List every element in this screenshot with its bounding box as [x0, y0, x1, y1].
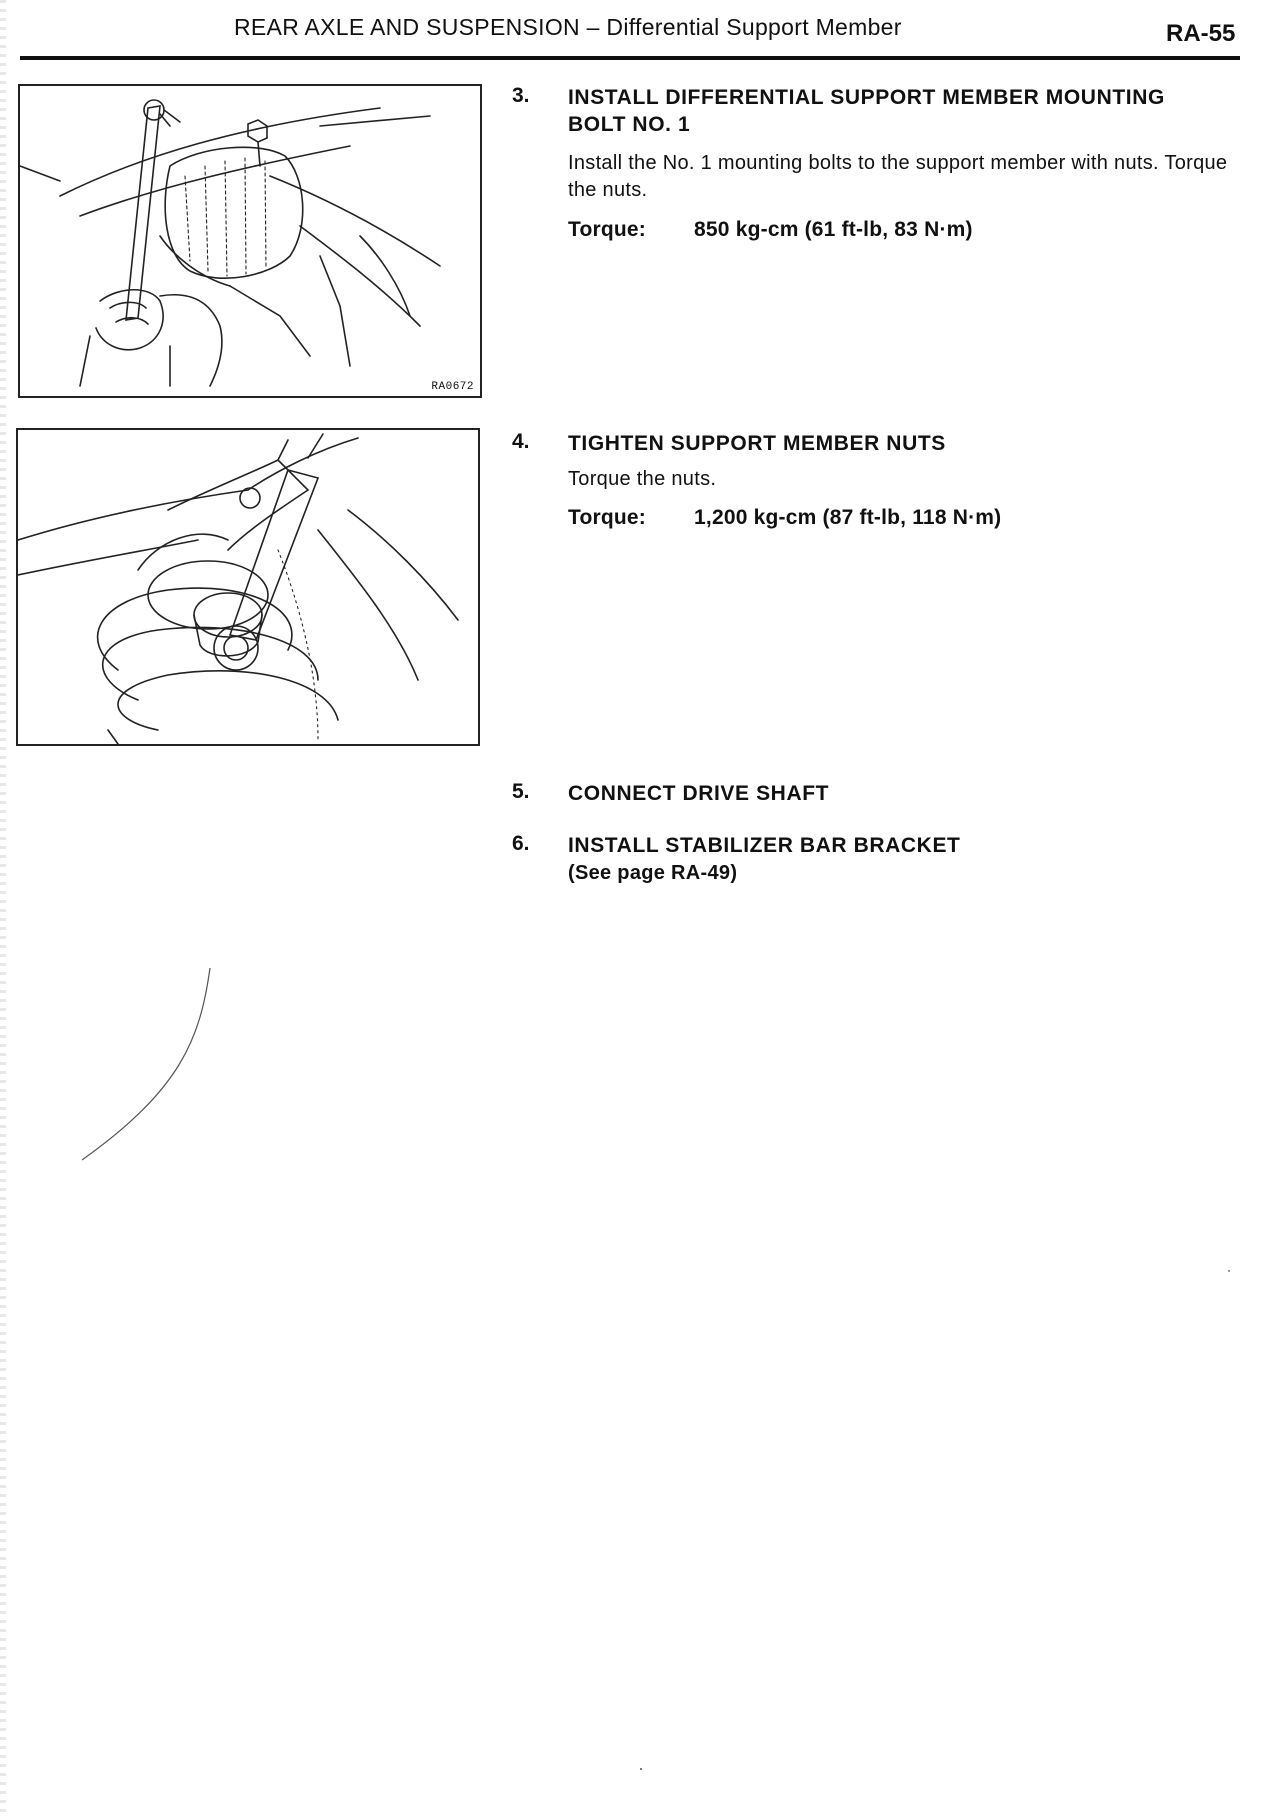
step-text: Torque the nuts. — [568, 468, 717, 490]
header-rule — [20, 56, 1240, 60]
step-title: INSTALL STABILIZER BAR BRACKET — [568, 834, 961, 857]
step-title: TIGHTEN SUPPORT MEMBER NUTS — [568, 432, 946, 455]
header-title — [234, 14, 902, 41]
page-number: RA-55 — [1166, 20, 1236, 47]
torque-value: 850 kg-cm (61 ft-lb, 83 N·m) — [694, 218, 973, 241]
step-title: INSTALL DIFFERENTIAL SUPPORT MEMBER MOUNTING BOLT NO. 1 — [568, 86, 1165, 136]
figure-tighten-nut — [16, 428, 480, 746]
torque-spec — [568, 506, 1001, 530]
section-title: REAR AXLE AND SUSPENSION — [234, 14, 580, 40]
torque-value: 1,200 kg-cm (87 ft-lb, 118 N·m) — [694, 506, 1002, 529]
step-number: 4. — [512, 430, 530, 453]
step-number: 6. — [512, 832, 530, 855]
figure-code: RA0672 — [431, 381, 474, 393]
step-number: 5. — [512, 780, 530, 803]
torque-label: Torque: — [568, 506, 646, 529]
subsection-title: Differential Support Member — [606, 14, 902, 40]
torque-label: Torque: — [568, 218, 646, 241]
torque-spec — [568, 218, 973, 242]
scan-edge — [0, 0, 6, 1816]
illustration-support-member-nut — [18, 430, 478, 744]
step-number: 3. — [512, 84, 530, 107]
step-title: CONNECT DRIVE SHAFT — [568, 782, 830, 805]
page-reference: (See page RA-49) — [568, 862, 738, 884]
figure-install-bolt — [18, 84, 482, 398]
scan-dot — [1228, 1270, 1230, 1272]
illustration-differential-bolt — [20, 86, 480, 396]
header-separator: – — [586, 14, 600, 40]
pencil-mark — [70, 960, 230, 1180]
step-text: Install the No. 1 mounting bolts to the support member with nuts. Torque the nuts. — [568, 152, 1228, 201]
page-header — [0, 8, 1240, 52]
scan-dot — [640, 1768, 642, 1770]
